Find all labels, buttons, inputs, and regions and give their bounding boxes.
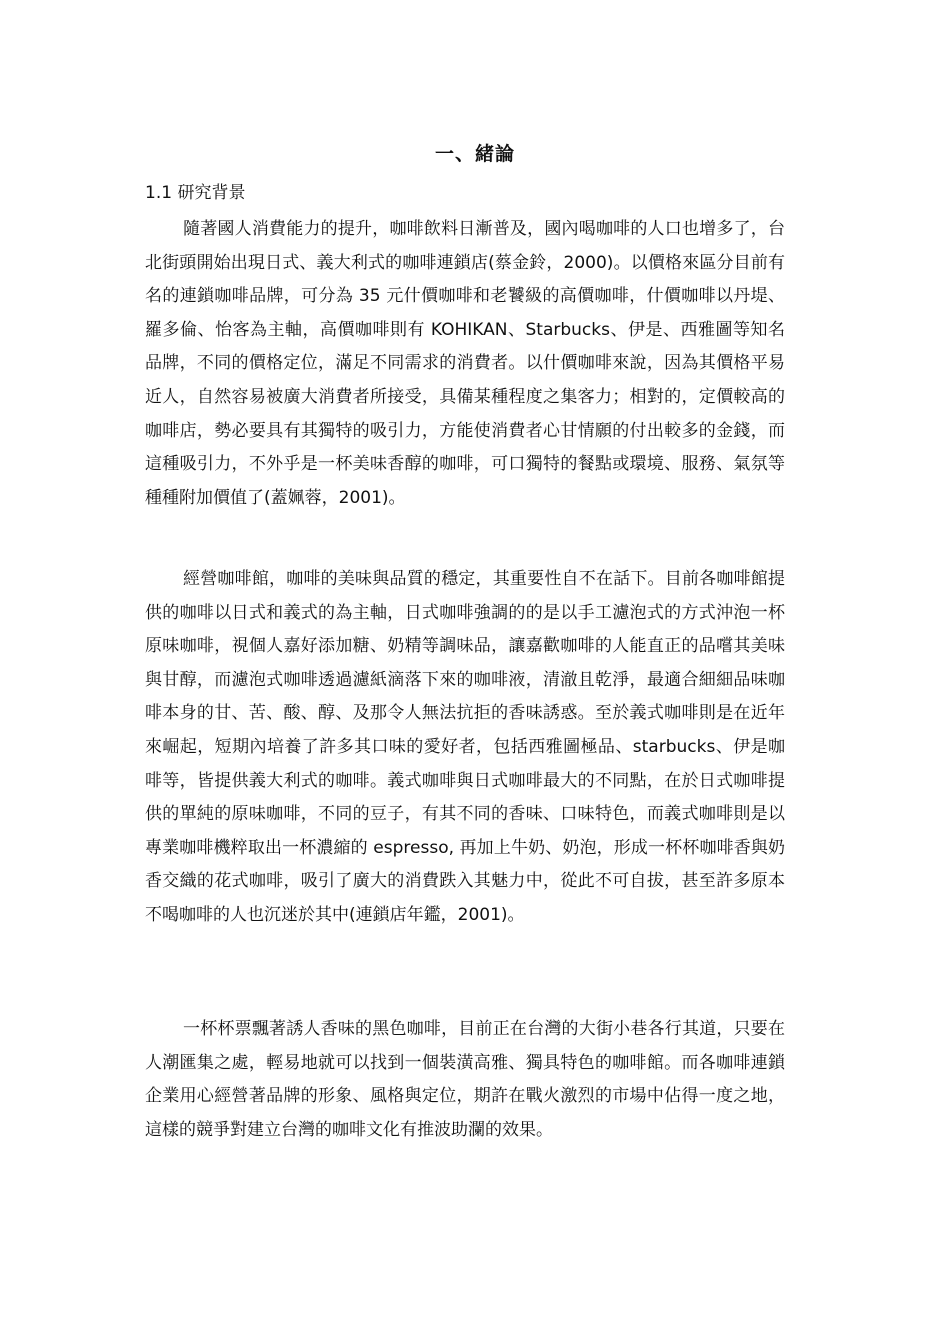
body-paragraph-2: 經營咖啡館，咖啡的美味與品質的穩定，其重要性自不在話下。目前各咖啡館提供的咖啡以日式和義式的為主軸，日式咖啡強調的的是以手工濾泡式的方式沖泡一杯原味咖啡，視個人嘉好添加糖、奶精等調味品，讓嘉歡咖啡的人能直正的品嚐其美味與甘醇，而濾泡式咖啡透過濾紙滴落下來的咖啡液，清澈且乾淨，最適合細細品味咖啡本身的甘、苦、酸、醇、及那令人無法抗拒的香味誘惑。至於義式咖啡則是在近年來崛起，短期內培養了許多其口味的愛好者，包括西雅圖極品、starbucks、伊是咖啡等，皆提供義大利式的咖啡。義式咖啡與日式咖啡最大的不同點，在於日式咖啡提供的單純的原味咖啡，不同的豆子，有其不同的香味、口味特色，而義式咖啡則是以專業咖啡機粹取出一杯濃縮的 espresso, 再加上牛奶、奶泡，形成一杯杯咖啡香與奶香交織的花式咖啡，吸引了廣大的消費跌入其魅力中，從此不可自拔，甚至許多原本不喝咖啡的人也沉迷於其中(連鎖店年鑑，2001)。 <box>145 569 785 925</box>
body-paragraph-1: 隨著國人消費能力的提升，咖啡飲料日漸普及，國內喝咖啡的人口也增多了，台北街頭開始出現日式、義大利式的咖啡連鎖店(蔡金鈴，2000)。以價格來區分目前有名的連鎖咖啡品牌，可分為 35 元什價咖啡和老饕級的高價咖啡，什價咖啡以丹堤、羅多倫、怡客為主軸，高價咖啡則有 KOHIKAN、Starbucks、伊是、西雅圖等知名品牌，不同的價格定位，滿足不同需求的消費者。以什價咖啡來說，因為其價格平易近人，自然容易被廣大消費者所接受，具備某種程度之集客力；相對的，定價較高的咖啡店，勢必要具有其獨特的吸引力，方能使消費者心甘情願的付出較多的金錢，而這種吸引力，不外乎是一杯美味香醇的咖啡，可口獨特的餐點或環境、服務、氣氛等種種附加價值了(蓋姵蓉，2001)。 <box>145 219 785 508</box>
body-paragraph-3: 一杯杯票飄著誘人香味的黑色咖啡，目前正在台灣的大街小巷各行其道，只要在人潮匯集之處，輕易地就可以找到一個裝潢高雅、獨具特色的咖啡館。而各咖啡連鎖企業用心經營著品牌的形象、風格與定位，期許在戰火激烈的市場中佔得一度之地，這樣的競爭對建立台灣的咖啡文化有推波助瀾的效果。 <box>145 1019 785 1140</box>
chapter-title: 一、緒論 <box>434 143 515 165</box>
section-heading: 1.1 研究背景 <box>145 183 246 203</box>
